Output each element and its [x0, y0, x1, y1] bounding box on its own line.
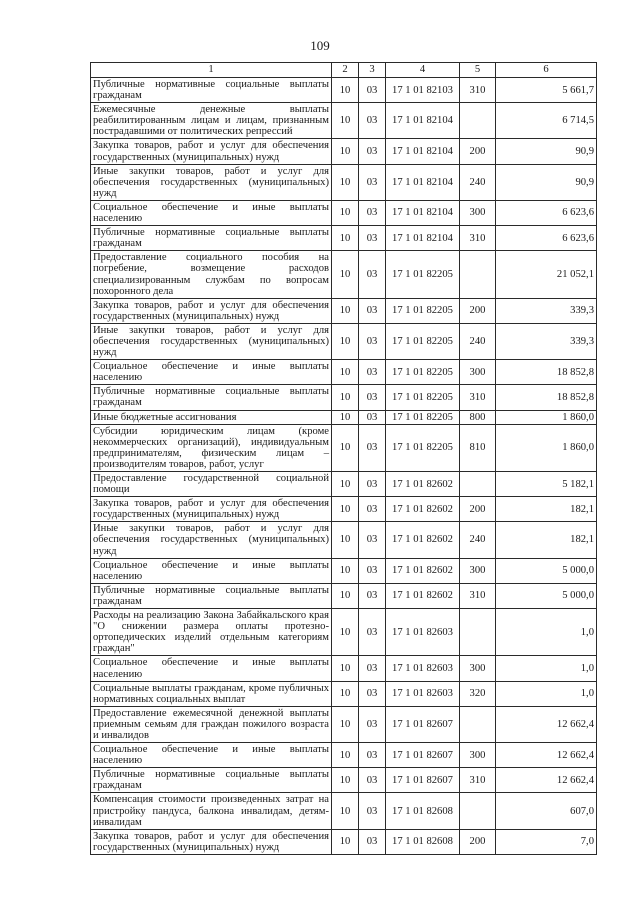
table-row [91, 139, 597, 164]
section-code-cell: 10 [332, 200, 359, 225]
subsection-code-cell: 03 [359, 298, 386, 323]
amount-cell: 1,0 [496, 656, 597, 681]
amount-cell: 5 182,1 [496, 472, 597, 497]
target-article-cell: 17 1 01 82603 [386, 656, 460, 681]
section-code-cell: 10 [332, 472, 359, 497]
expense-type-cell: 310 [460, 385, 496, 410]
table-row [91, 706, 597, 742]
row-name-cell: Социальное обеспечение и иные выплаты населению [91, 656, 332, 681]
expense-type-cell: 800 [460, 410, 496, 424]
row-name-cell: Закупка товаров, работ и услуг для обеспечения государственных (муниципальных) нужд [91, 829, 332, 854]
target-article-cell: 17 1 01 82205 [386, 424, 460, 471]
section-code-cell: 10 [332, 609, 359, 656]
table-row [91, 164, 597, 200]
expense-type-cell: 810 [460, 424, 496, 471]
table-row [91, 656, 597, 681]
subsection-code-cell: 03 [359, 583, 386, 608]
expense-type-cell [460, 251, 496, 298]
table-row [91, 558, 597, 583]
amount-cell: 1 860,0 [496, 410, 597, 424]
table-row [91, 251, 597, 298]
row-name-cell: Публичные нормативные социальные выплаты гражданам [91, 583, 332, 608]
section-code-cell: 10 [332, 251, 359, 298]
amount-cell: 7,0 [496, 829, 597, 854]
subsection-code-cell: 03 [359, 424, 386, 471]
table-row [91, 497, 597, 522]
section-code-cell: 10 [332, 360, 359, 385]
table-row [91, 522, 597, 558]
row-name-cell: Компенсация стоимости произведенных затрат на пристройку пандуса, балкона инвалидам, детям-инвалидам [91, 793, 332, 829]
expense-type-cell: 300 [460, 656, 496, 681]
target-article-cell: 17 1 01 82602 [386, 472, 460, 497]
row-name-cell: Социальное обеспечение и иные выплаты населению [91, 743, 332, 768]
amount-cell: 182,1 [496, 497, 597, 522]
amount-cell: 1,0 [496, 681, 597, 706]
subsection-code-cell: 03 [359, 793, 386, 829]
section-code-cell: 10 [332, 323, 359, 359]
subsection-code-cell: 03 [359, 200, 386, 225]
row-name-cell: Социальные выплаты гражданам, кроме публичных нормативных социальных выплат [91, 681, 332, 706]
row-name-cell: Иные закупки товаров, работ и услуг для обеспечения государственных (муниципальных) нужд [91, 164, 332, 200]
amount-cell: 90,9 [496, 139, 597, 164]
row-name-cell: Закупка товаров, работ и услуг для обеспечения государственных (муниципальных) нужд [91, 497, 332, 522]
row-name-cell: Расходы на реализацию Закона Забайкальского края "О снижении размера оплаты протезно-ортопедических изделий отдельным категориям граждан" [91, 609, 332, 656]
table-row [91, 78, 597, 103]
target-article-cell: 17 1 01 82205 [386, 298, 460, 323]
target-article-cell: 17 1 01 82607 [386, 743, 460, 768]
column-header: 3 [359, 63, 386, 78]
subsection-code-cell: 03 [359, 385, 386, 410]
subsection-code-cell: 03 [359, 743, 386, 768]
table-row [91, 472, 597, 497]
expense-type-cell: 300 [460, 360, 496, 385]
column-header: 6 [496, 63, 597, 78]
subsection-code-cell: 03 [359, 78, 386, 103]
subsection-code-cell: 03 [359, 768, 386, 793]
section-code-cell: 10 [332, 78, 359, 103]
section-code-cell: 10 [332, 424, 359, 471]
amount-cell: 18 852,8 [496, 385, 597, 410]
amount-cell: 12 662,4 [496, 706, 597, 742]
target-article-cell: 17 1 01 82603 [386, 609, 460, 656]
subsection-code-cell: 03 [359, 164, 386, 200]
column-header: 2 [332, 63, 359, 78]
target-article-cell: 17 1 01 82104 [386, 139, 460, 164]
table-row [91, 583, 597, 608]
column-header: 1 [91, 63, 332, 78]
table-row [91, 424, 597, 471]
target-article-cell: 17 1 01 82205 [386, 360, 460, 385]
page-number: 109 [310, 38, 330, 53]
expense-type-cell: 310 [460, 78, 496, 103]
section-code-cell: 10 [332, 768, 359, 793]
subsection-code-cell: 03 [359, 522, 386, 558]
amount-cell: 1,0 [496, 609, 597, 656]
expense-type-cell: 310 [460, 226, 496, 251]
amount-cell: 5 661,7 [496, 78, 597, 103]
expense-type-cell: 240 [460, 164, 496, 200]
subsection-code-cell: 03 [359, 360, 386, 385]
expense-type-cell: 240 [460, 323, 496, 359]
amount-cell: 90,9 [496, 164, 597, 200]
table-row [91, 829, 597, 854]
row-name-cell: Ежемесячные денежные выплаты реабилитированным лицам и лицам, признанным пострадавшими от политических репрессий [91, 103, 332, 139]
target-article-cell: 17 1 01 82104 [386, 103, 460, 139]
row-name-cell: Социальное обеспечение и иные выплаты населению [91, 360, 332, 385]
target-article-cell: 17 1 01 82603 [386, 681, 460, 706]
subsection-code-cell: 03 [359, 226, 386, 251]
table-row [91, 226, 597, 251]
section-code-cell: 10 [332, 681, 359, 706]
table-row [91, 298, 597, 323]
table-row [91, 410, 597, 424]
amount-cell: 5 000,0 [496, 583, 597, 608]
expense-type-cell: 300 [460, 558, 496, 583]
amount-cell: 607,0 [496, 793, 597, 829]
expense-type-cell [460, 706, 496, 742]
target-article-cell: 17 1 01 82205 [386, 385, 460, 410]
expense-type-cell [460, 103, 496, 139]
row-name-cell: Иные закупки товаров, работ и услуг для обеспечения государственных (муниципальных) нужд [91, 323, 332, 359]
target-article-cell: 17 1 01 82104 [386, 200, 460, 225]
target-article-cell: 17 1 01 82104 [386, 226, 460, 251]
amount-cell: 12 662,4 [496, 743, 597, 768]
section-code-cell: 10 [332, 139, 359, 164]
section-code-cell: 10 [332, 298, 359, 323]
table-row [91, 768, 597, 793]
table-row [91, 743, 597, 768]
row-name-cell: Публичные нормативные социальные выплаты гражданам [91, 226, 332, 251]
subsection-code-cell: 03 [359, 103, 386, 139]
row-name-cell: Иные бюджетные ассигнования [91, 410, 332, 424]
expense-type-cell [460, 609, 496, 656]
table-row [91, 681, 597, 706]
section-code-cell: 10 [332, 583, 359, 608]
amount-cell: 5 000,0 [496, 558, 597, 583]
subsection-code-cell: 03 [359, 497, 386, 522]
table-row [91, 200, 597, 225]
section-code-cell: 10 [332, 706, 359, 742]
table-row [91, 323, 597, 359]
row-name-cell: Субсидии юридическим лицам (кроме некоммерческих организаций), индивидуальным предпринимателям, физическим лицам – производителям товаров, работ, услуг [91, 424, 332, 471]
amount-cell: 6 623,6 [496, 226, 597, 251]
budget-table [90, 62, 597, 855]
table-row [91, 385, 597, 410]
column-header: 4 [386, 63, 460, 78]
section-code-cell: 10 [332, 829, 359, 854]
row-name-cell: Предоставление социального пособия на погребение, возмещение расходов специализированным службам по вопросам похоронного дела [91, 251, 332, 298]
row-name-cell: Публичные нормативные социальные выплаты гражданам [91, 768, 332, 793]
subsection-code-cell: 03 [359, 558, 386, 583]
subsection-code-cell: 03 [359, 681, 386, 706]
target-article-cell: 17 1 01 82602 [386, 583, 460, 608]
column-header: 5 [460, 63, 496, 78]
amount-cell: 1 860,0 [496, 424, 597, 471]
amount-cell: 6 714,5 [496, 103, 597, 139]
target-article-cell: 17 1 01 82602 [386, 497, 460, 522]
section-code-cell: 10 [332, 656, 359, 681]
expense-type-cell: 200 [460, 497, 496, 522]
subsection-code-cell: 03 [359, 472, 386, 497]
expense-type-cell: 320 [460, 681, 496, 706]
subsection-code-cell: 03 [359, 656, 386, 681]
section-code-cell: 10 [332, 103, 359, 139]
table-row [91, 609, 597, 656]
subsection-code-cell: 03 [359, 609, 386, 656]
section-code-cell: 10 [332, 793, 359, 829]
expense-type-cell: 200 [460, 829, 496, 854]
row-name-cell: Закупка товаров, работ и услуг для обеспечения государственных (муниципальных) нужд [91, 139, 332, 164]
amount-cell: 6 623,6 [496, 200, 597, 225]
amount-cell: 18 852,8 [496, 360, 597, 385]
row-name-cell: Публичные нормативные социальные выплаты гражданам [91, 385, 332, 410]
row-name-cell: Публичные нормативные социальные выплаты гражданам [91, 78, 332, 103]
section-code-cell: 10 [332, 743, 359, 768]
expense-type-cell: 310 [460, 583, 496, 608]
target-article-cell: 17 1 01 82602 [386, 522, 460, 558]
target-article-cell: 17 1 01 82205 [386, 323, 460, 359]
expense-type-cell: 200 [460, 298, 496, 323]
table-row [91, 793, 597, 829]
section-code-cell: 10 [332, 497, 359, 522]
row-name-cell: Закупка товаров, работ и услуг для обеспечения государственных (муниципальных) нужд [91, 298, 332, 323]
expense-type-cell: 200 [460, 139, 496, 164]
row-name-cell: Предоставление государственной социальной помощи [91, 472, 332, 497]
section-code-cell: 10 [332, 164, 359, 200]
section-code-cell: 10 [332, 226, 359, 251]
expense-type-cell: 240 [460, 522, 496, 558]
amount-cell: 339,3 [496, 298, 597, 323]
target-article-cell: 17 1 01 82205 [386, 410, 460, 424]
subsection-code-cell: 03 [359, 706, 386, 742]
section-code-cell: 10 [332, 385, 359, 410]
table-header-row [91, 63, 597, 78]
section-code-cell: 10 [332, 410, 359, 424]
target-article-cell: 17 1 01 82205 [386, 251, 460, 298]
subsection-code-cell: 03 [359, 829, 386, 854]
amount-cell: 339,3 [496, 323, 597, 359]
expense-type-cell: 310 [460, 768, 496, 793]
section-code-cell: 10 [332, 522, 359, 558]
expense-type-cell: 300 [460, 200, 496, 225]
target-article-cell: 17 1 01 82607 [386, 706, 460, 742]
subsection-code-cell: 03 [359, 139, 386, 164]
row-name-cell: Иные закупки товаров, работ и услуг для обеспечения государственных (муниципальных) нужд [91, 522, 332, 558]
target-article-cell: 17 1 01 82608 [386, 829, 460, 854]
row-name-cell: Социальное обеспечение и иные выплаты населению [91, 200, 332, 225]
amount-cell: 182,1 [496, 522, 597, 558]
subsection-code-cell: 03 [359, 410, 386, 424]
amount-cell: 21 052,1 [496, 251, 597, 298]
table-row [91, 360, 597, 385]
row-name-cell: Предоставление ежемесячной денежной выплаты приемным семьям для граждан пожилого возраста и инвалидов [91, 706, 332, 742]
target-article-cell: 17 1 01 82103 [386, 78, 460, 103]
target-article-cell: 17 1 01 82602 [386, 558, 460, 583]
expense-type-cell: 300 [460, 743, 496, 768]
table-row [91, 103, 597, 139]
section-code-cell: 10 [332, 558, 359, 583]
amount-cell: 12 662,4 [496, 768, 597, 793]
row-name-cell: Социальное обеспечение и иные выплаты населению [91, 558, 332, 583]
target-article-cell: 17 1 01 82608 [386, 793, 460, 829]
target-article-cell: 17 1 01 82607 [386, 768, 460, 793]
target-article-cell: 17 1 01 82104 [386, 164, 460, 200]
expense-type-cell [460, 793, 496, 829]
subsection-code-cell: 03 [359, 251, 386, 298]
subsection-code-cell: 03 [359, 323, 386, 359]
expense-type-cell [460, 472, 496, 497]
